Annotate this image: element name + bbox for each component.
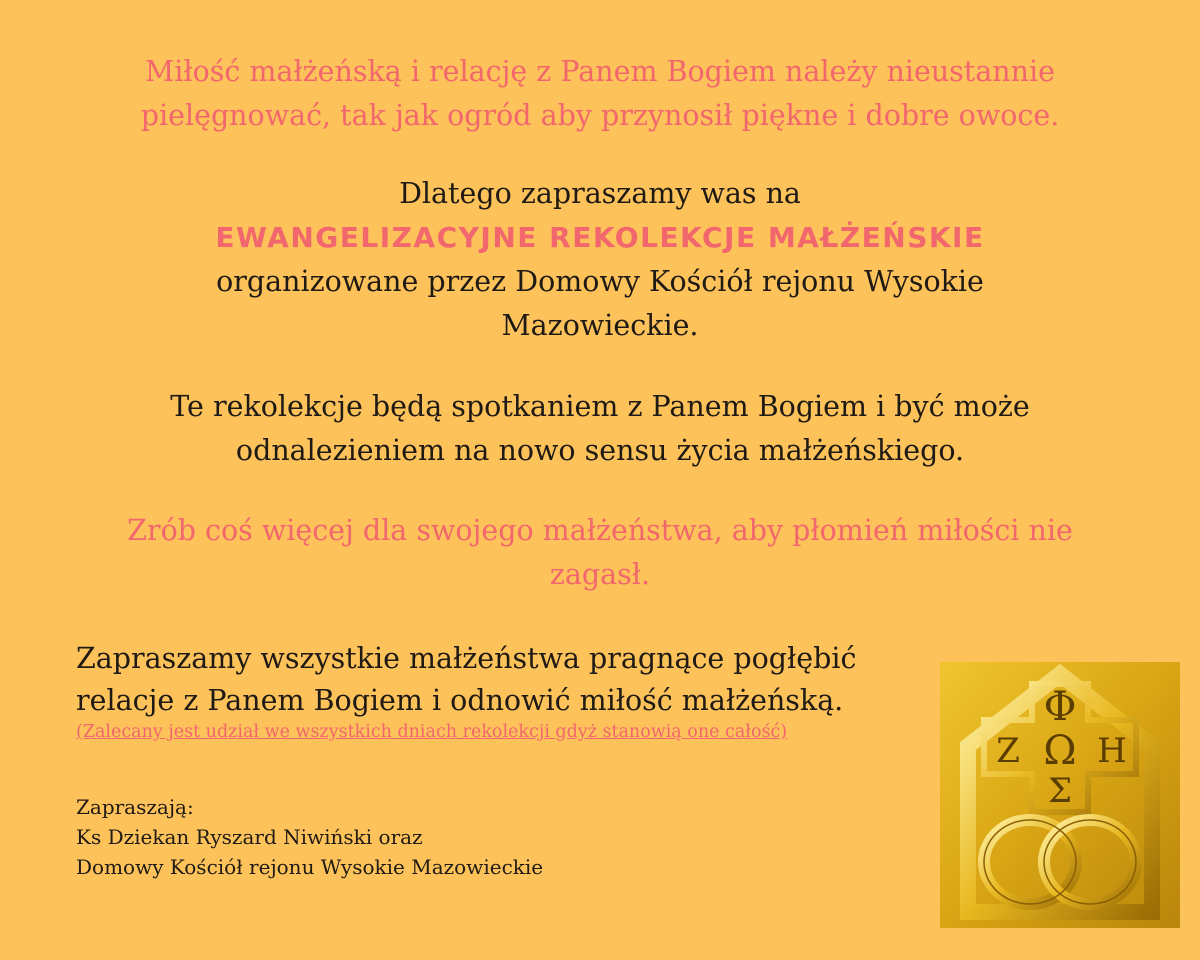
signature-line-2: Domowy Kościół rejonu Wysokie Mazowieckie [76, 855, 544, 879]
meeting-paragraph [0, 385, 1200, 473]
meeting-line-1: Te rekolekcje będą spotkaniem z Panem Bogiem i być może [170, 390, 1030, 423]
domowy-kosciol-logo-icon [940, 662, 1180, 928]
signature-line-1: Ks Dziekan Ryszard Niwiński oraz [76, 825, 423, 849]
logo-letter-sigma: Σ [1047, 771, 1073, 811]
intro-line-2: pielęgnować, tak jak ogród aby przynosił piękne i dobre owoce. [140, 99, 1060, 132]
appeal-line-1: Zrób coś więcej dla swojego małżeństwa, aby płomień miłości nie [127, 514, 1073, 547]
event-title: EWANGELIZACYJNE REKOLEKCJE MAŁŻEŃSKIE [215, 221, 985, 254]
invite-line-1: Dlatego zapraszamy was na [399, 177, 801, 210]
appeal-line-2: zagasł. [549, 558, 651, 591]
logo-letter-phi: Φ [1043, 684, 1077, 730]
invite-line-3: organizowane przez Domowy Kościół rejonu Wysokie [216, 265, 984, 298]
meeting-line-2: odnalezieniem na nowo sensu życia małżeńskiego. [235, 434, 965, 467]
call-to-couples [76, 638, 956, 722]
call-line-1: Zapraszamy wszystkie małżeństwa pragnące pogłębić [76, 642, 857, 675]
call-line-2: relacje z Panem Bogiem i odnowić miłość małżeńską. [76, 684, 844, 717]
appeal-paragraph [0, 509, 1200, 597]
invite-line-4: Mazowieckie. [501, 309, 699, 342]
logo-letter-omega: Ω [1043, 728, 1077, 774]
intro-paragraph [0, 50, 1200, 138]
attendance-note: (Zalecany jest udział we wszystkich dniach rekolekcji gdyż stanowią one całość) [76, 722, 788, 742]
signature-heading: Zapraszają: [76, 795, 194, 819]
logo-letter-zeta: Z [996, 731, 1020, 771]
invitation-paragraph [0, 172, 1200, 348]
logo-letter-eta: H [1097, 731, 1127, 771]
signature-block [76, 792, 543, 882]
intro-line-1: Miłość małżeńską i relację z Panem Bogiem należy nieustannie [145, 55, 1055, 88]
